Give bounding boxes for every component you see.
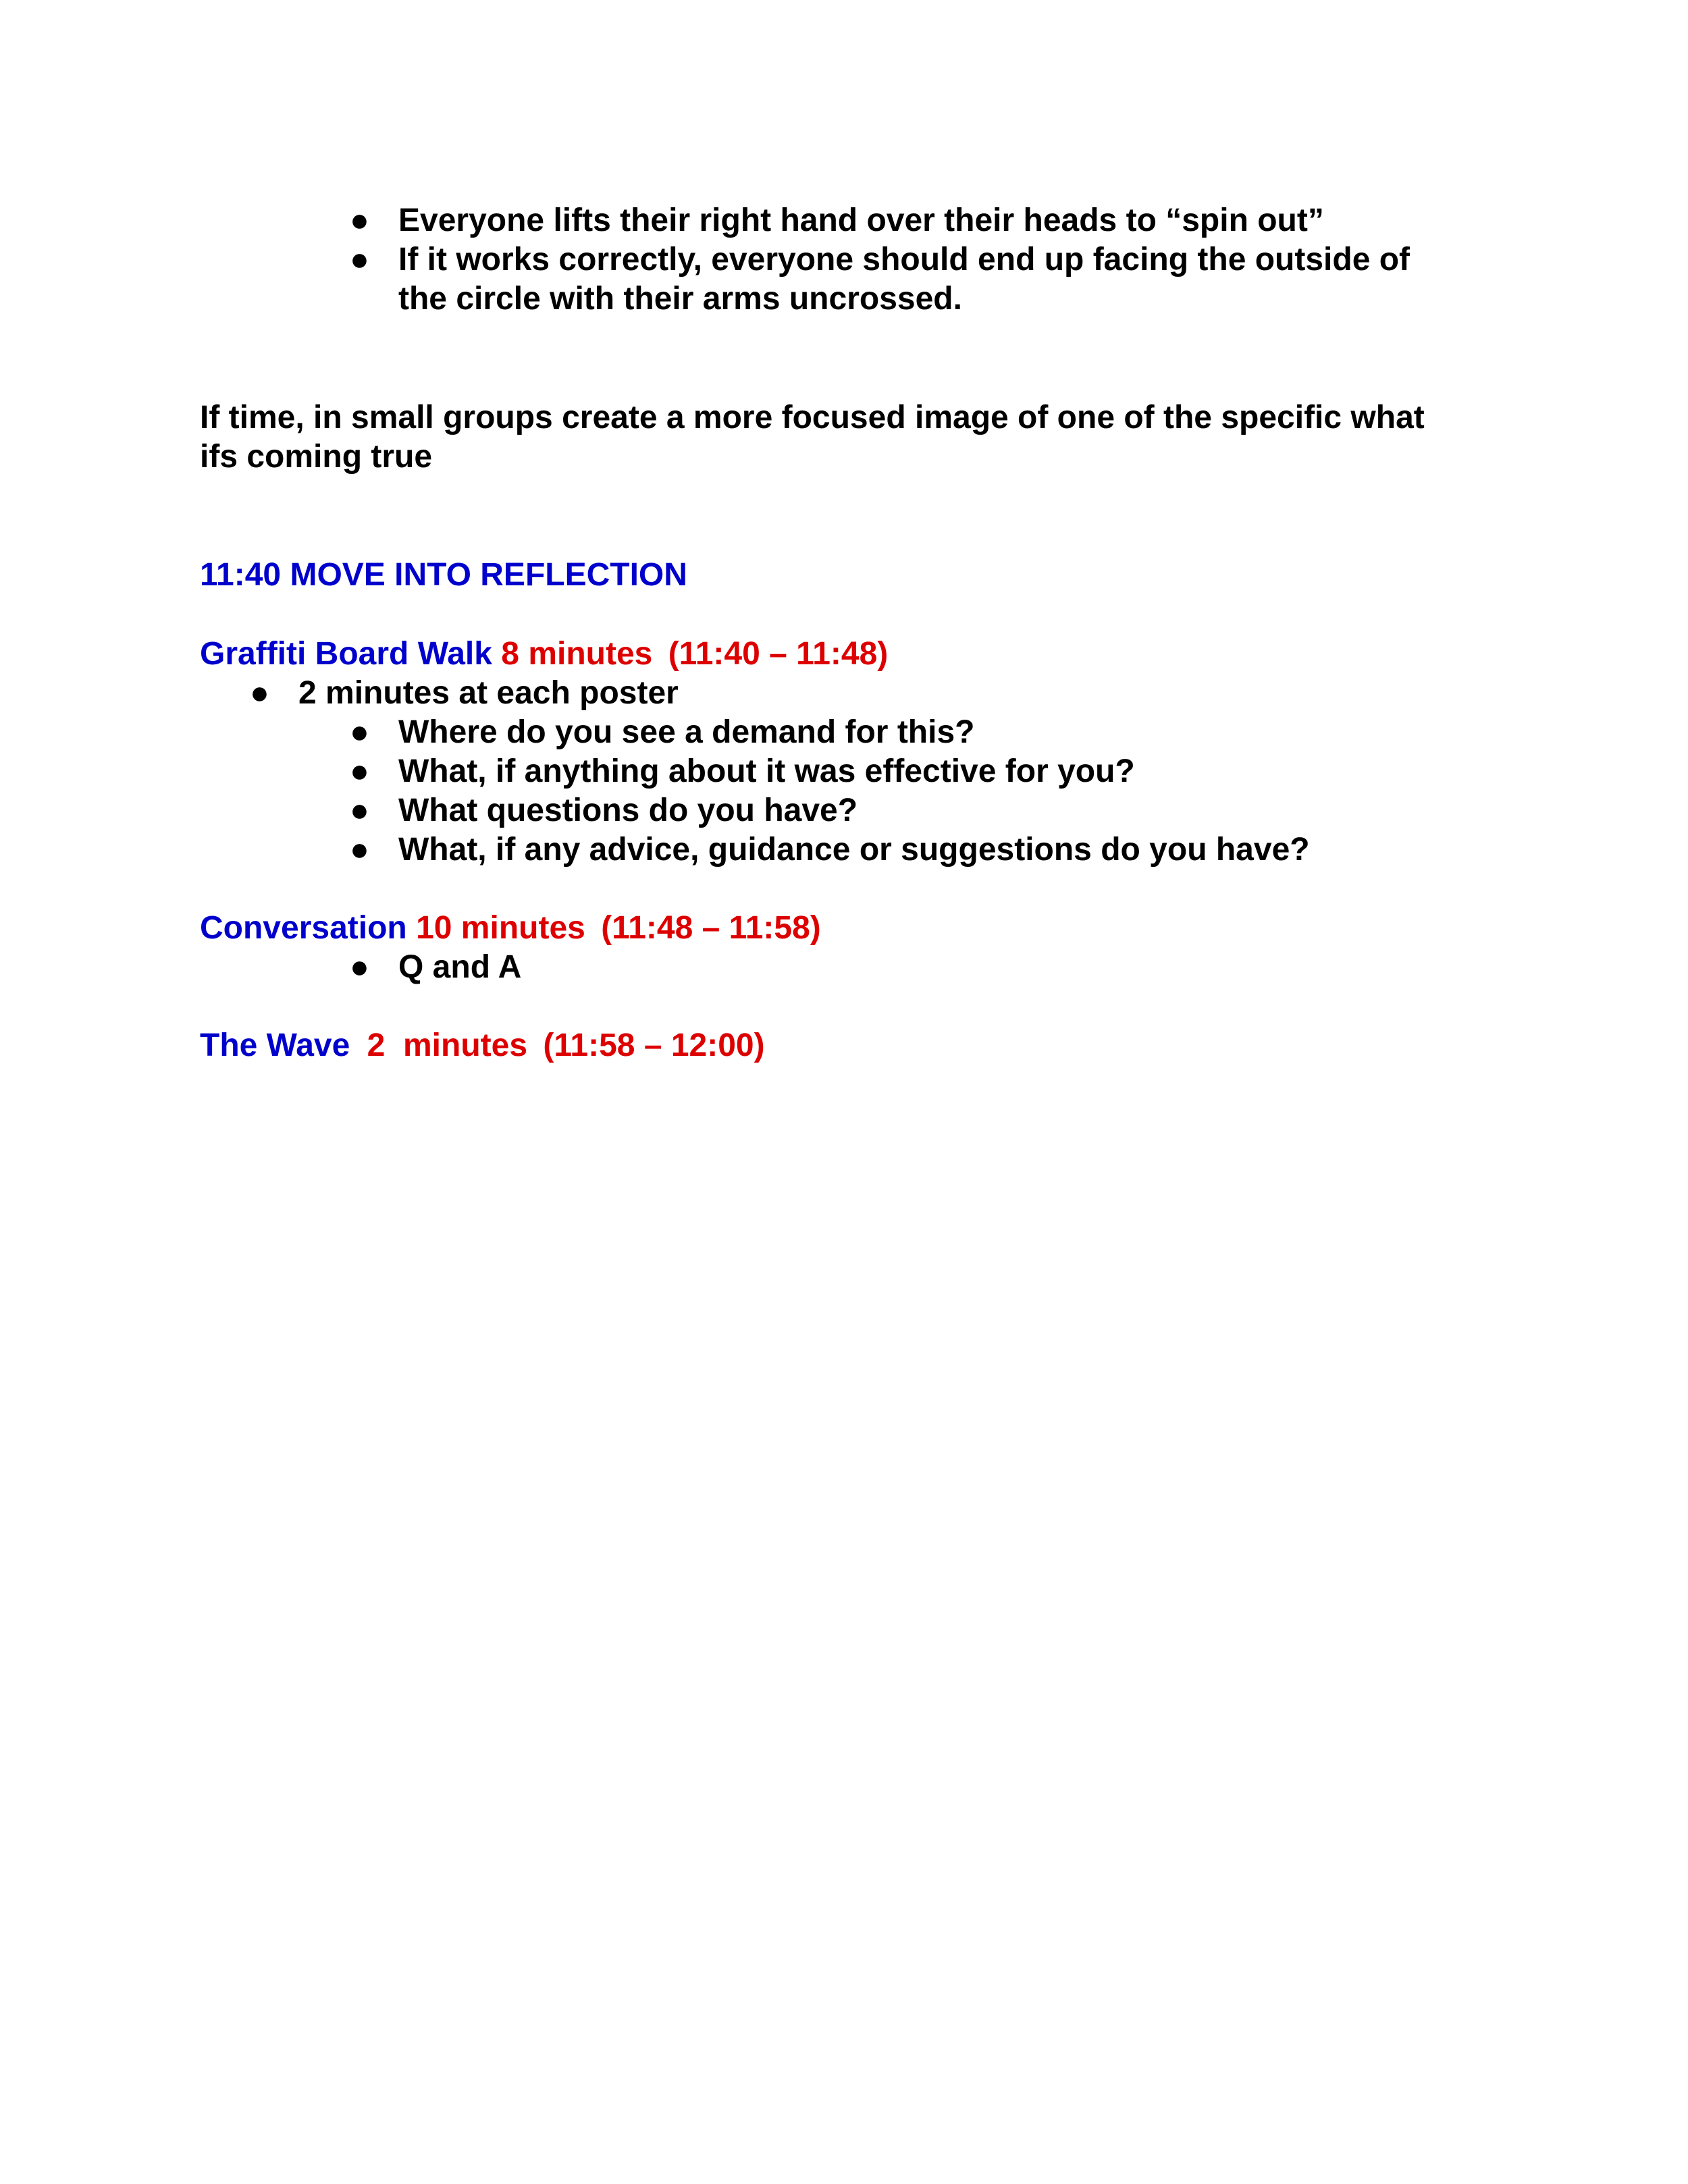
- bullet-marker: ●: [350, 203, 369, 238]
- conversation-heading: [200, 909, 821, 948]
- bullet-marker: ●: [350, 242, 369, 277]
- question-item: What, if anything about it was effective for you?: [398, 753, 1135, 789]
- activity-title: The Wave: [200, 1028, 350, 1063]
- activity-time-range: (11:40 – 11:48): [668, 636, 889, 672]
- activity-time-range: (11:58 – 12:00): [543, 1028, 765, 1063]
- list-item: If it works correctly, everyone should end up facing the outside of: [398, 242, 1410, 277]
- list-item: 2 minutes at each poster: [298, 675, 679, 711]
- activity-duration: 8 minutes: [501, 636, 653, 672]
- list-item-continuation: the circle with their arms uncrossed.: [398, 281, 962, 317]
- graffiti-heading: [200, 635, 888, 674]
- bullet-marker: ●: [350, 714, 369, 750]
- activity-title: Graffiti Board Walk: [200, 636, 492, 672]
- question-item: Where do you see a demand for this?: [398, 714, 975, 750]
- question-item: What questions do you have?: [398, 793, 858, 828]
- activity-title: Conversation: [200, 910, 407, 946]
- list-item: Q and A: [398, 949, 522, 985]
- activity-duration: 2 minutes: [367, 1028, 528, 1063]
- bullet-marker: ●: [250, 675, 269, 711]
- bullet-marker: ●: [350, 753, 369, 789]
- activity-duration: 10 minutes: [416, 910, 585, 946]
- section-heading: 11:40 MOVE INTO REFLECTION: [200, 557, 687, 593]
- bullet-marker: ●: [350, 793, 369, 828]
- list-item: Everyone lifts their right hand over their heads to “spin out”: [398, 203, 1324, 238]
- bullet-marker: ●: [350, 832, 369, 868]
- paragraph-line: ifs coming true: [200, 439, 433, 475]
- bullet-marker: ●: [350, 949, 369, 985]
- paragraph-line: If time, in small groups create a more focused image of one of the specific what: [200, 400, 1425, 435]
- wave-heading: [200, 1026, 765, 1065]
- activity-time-range: (11:48 – 11:58): [601, 910, 821, 946]
- question-item: What, if any advice, guidance or suggestions do you have?: [398, 832, 1310, 868]
